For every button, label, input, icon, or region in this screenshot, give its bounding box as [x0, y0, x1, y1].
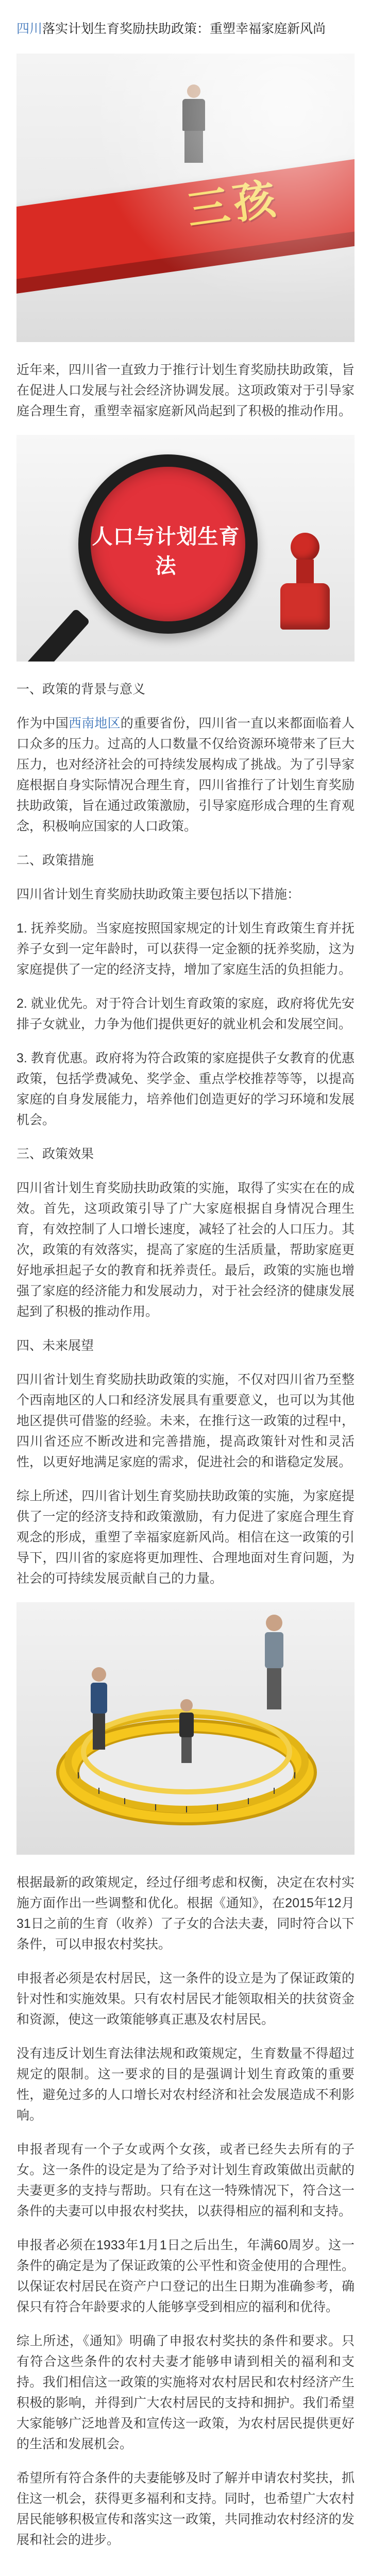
person-left: [91, 1667, 107, 1750]
section-5-paragraph-4: 申报者现有一个子女或两个女孩，或者已经失去所有的子女。这一条件的设定是为了给予对计划生育政策做出贡献的夫妻更多的支持与帮助。只有在这一特殊情况下，符合这一条件的夫妻可以申报农村奖扶，以获得相应的福利和支持。: [16, 2142, 355, 2218]
section-5-paragraph-1: 根据最新的政策规定，经过仔细考虑和权衡，决定在农村实施方面作出一些调整和优化。根据《通知》，在2015年12月31日之前的生育（收养）了子女的合法夫妻，同时符合以下条件，可以申报农村奖扶。: [16, 1875, 355, 1952]
figure-measuring-tape: [16, 1602, 355, 1855]
magnifier-handle: [24, 608, 91, 662]
red-stamp-icon: [279, 533, 331, 631]
section-1-paragraph: 作为中国西南地区的重要省份，四川省一直以来都面临着人口众多的压力。过高的人口数量不仅给资源环境带来了巨大压力，也对经济社会的可持续发展构成了挑战。为了引导家庭根据自身实际情况合理生育，四川省推行了计划生育奖励扶助政策，旨在通过政策激励，引导家庭形成合理的生育观念，积极响应国家的人口政策。: [16, 716, 355, 834]
section-4-paragraph-1: 四川省计划生育奖励扶助政策的实施，不仅对四川省乃至整个西南地区的人口和经济发展具有重要意义，也可以为其他地区提供可借鉴的经验。未来，在推行这一政策的过程中，四川省还应不断改进和完善措施，提高政策针对性和灵活性，以更好地满足家庭的需求，促进社会的和谐稳定发展。: [16, 1372, 355, 1469]
section-2-paragraph-1: 四川省计划生育奖励扶助政策主要包括以下措施：: [16, 887, 300, 902]
person-center: [179, 1699, 194, 1763]
section-2-paragraph-4: 3. 教育优惠。政府将为符合政策的家庭提供子女教育的优惠政策，包括学费减免、奖学金、重点学校推荐等等，以提高家庭的自身发展能力，培养他们创造更好的学习环境和发展机会。: [16, 1051, 355, 1127]
section-5-paragraph-6: 综上所述，《通知》明确了申报农村奖扶的条件和要求。只有符合这些条件的农村夫妻才能够申请到相关的福利和支持。我们相信这一政策的实施将对农村居民和农村经济产生积极的影响，并得到广大农村居民的支持和拥护。我们希望大家能够广泛地普及和宣传这一政策，为农村居民提供更好的生活和发展机会。: [16, 2334, 355, 2451]
section-5-paragraph-5: 申报者必须在1933年1月1日之后出生，年满60周岁。这一条件的确定是为了保证政策的公平性和资金使用的合理性。以保证农村居民在资产户口登记的出生日期为准确参考，确保只有符合年龄要求的人能够享受到相应的福利和优待。: [16, 2238, 355, 2314]
title-text: 落实计划生育奖励扶助政策：重塑幸福家庭新风尚: [42, 22, 326, 36]
measuring-tape-icon: [16, 1602, 355, 1855]
section-2-heading: 二、政策措施: [16, 853, 94, 868]
section-2-paragraph-2: 1. 抚养奖励。当家庭按照国家规定的计划生育政策生育并抚养子女到一定年龄时，可以获得一定金额的抚养奖励，这为家庭提供了一定的经济支持，增加了家庭生活的负担能力。: [16, 921, 355, 977]
figure-magnifier-law: [16, 435, 355, 662]
section-5-paragraph-2: 申报者必须是农村居民，这一条件的设立是为了保证政策的针对性和实施效果。只有农村居民才能领取相关的扶贫资金和资源，使这一政策能够真正惠及农村居民。: [16, 1971, 355, 2027]
title-link-sichuan[interactable]: 四川: [16, 22, 43, 36]
link-southwest[interactable]: 西南地区: [68, 716, 121, 731]
section-2-paragraph-3: 2. 就业优先。对于符合计划生育政策的家庭，政府将优先安排子女就业，力争为他们提供更好的就业机会和发展空间。: [16, 996, 355, 1031]
section-4-paragraph-2: 综上所述，四川省计划生育奖励扶助政策的实施，为家庭提供了一定的经济支持和政策激励，有力促进了家庭合理生育观念的形成，重塑了幸福家庭新风尚。相信在这一政策的引导下，四川省的家庭将更加理性、合理地面对生育问题，为社会的可持续发展贡献自己的力量。: [16, 1489, 355, 1586]
article-title: [16, 19, 355, 39]
magnifier-text: 人口与计划生育法: [92, 524, 240, 578]
figure-highlight: [16, 54, 355, 342]
section-5-paragraph-3: 没有违反计划生育法律法规和政策规定，生育数量不得超过规定的限制。这一要求的目的是强调计划生育政策的重要性，避免过多的人口增长对农村经济和社会发展造成不利影响。: [16, 2046, 355, 2123]
figure-three-child-banner: [16, 54, 355, 342]
section-1-heading: 一、政策的背景与意义: [16, 682, 146, 697]
section-3-paragraph: 四川省计划生育奖励扶助政策的实施，取得了实实在在的成效。首先，这项政策引导了广大家庭根据自身情况合理生育，有效控制了人口增长速度，减轻了社会的人口压力。其次，政策的有效落实，提高了家庭的生活质量，帮助家庭更好地承担起子女的教育和抚养责任。最后，政策的实施也增强了家庭的经济能力和发展动力，对于社会经济的健康发展起到了积极的推动作用。: [16, 1181, 355, 1319]
section-3-heading: 三、政策效果: [16, 1147, 94, 1161]
intro-paragraph: 近年来，四川省一直致力于推行计划生育奖励扶助政策，旨在促进人口发展与社会经济协调发展。这项政策对于引导家庭合理生育，重塑幸福家庭新风尚起到了积极的推动作用。: [16, 363, 355, 418]
section-4-heading: 四、未来展望: [16, 1338, 94, 1353]
section-5-paragraph-7: 希望所有符合条件的夫妻能够及时了解并申请农村奖扶，抓住这一机会，获得更多福利和支持。同时，也希望广大农村居民能够积极宣传和落实这一政策，共同推动农村经济的发展和社会的进步。: [16, 2471, 355, 2547]
person-right: [265, 1615, 283, 1709]
